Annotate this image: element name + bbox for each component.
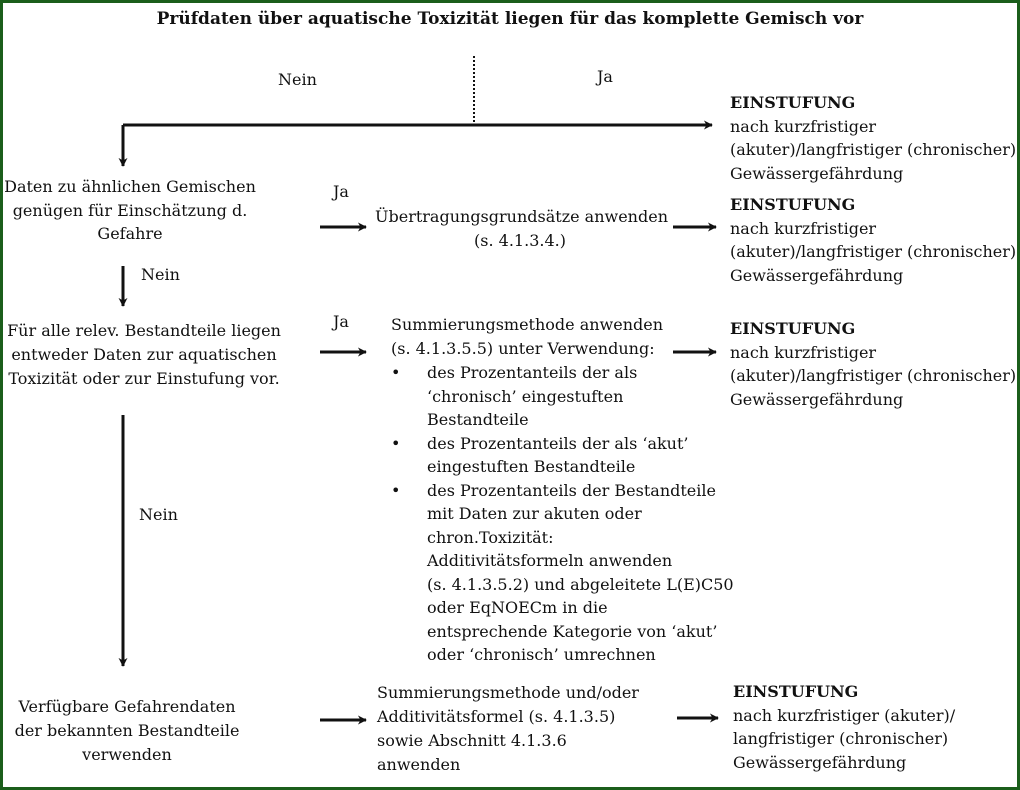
bullet-chronic-share: • des Prozentanteils der als ‘chronisch’ eingestuften Bestandteile <box>391 361 734 432</box>
summation-bullet-list <box>391 361 734 667</box>
bullet-acute-share: • des Prozentanteils der als ‘akut’ eingestuften Bestandteile <box>391 432 734 479</box>
no-label-2: Nein <box>139 505 178 524</box>
branch-label-ja-top: Ja <box>597 67 613 86</box>
yes-label-2: Ja <box>333 312 349 331</box>
outcome-classification-2: EINSTUFUNG nach kurzfristiger (akuter)/langfristiger (chronischer) Gewässergefährdung <box>730 195 1017 285</box>
outcome-classification-1: EINSTUFUNG nach kurzfristiger (akuter)/langfristiger (chronischer) Gewässergefährdung <box>730 93 1017 183</box>
outcome-classification-3: EINSTUFUNG nach kurzfristiger (akuter)/langfristiger (chronischer) Gewässergefährdung <box>730 319 1017 409</box>
no-label-1: Nein <box>141 265 180 284</box>
outcome-classification-4: EINSTUFUNG nach kurzfristiger (akuter)/ langfristiger (chronischer) Gewässergefährdung <box>733 682 956 772</box>
branch-label-nein-top: Nein <box>278 70 317 89</box>
bullet-toxicity-data-share: • des Prozentanteils der Bestandteile mit Daten zur akuten oder chron.Toxizität: Additivitätsformeln anwenden (s. 4.1.3.5.2) und abgeleitete L(E)C50 oder EqNOECm in die entsprechende Kategorie von ‘akut’ oder ‘chronisch’ umrechnen <box>391 479 734 667</box>
yes-label-1: Ja <box>333 182 349 201</box>
page-title: Prüfdaten über aquatische Toxizität liegen für das komplette Gemisch vor <box>156 9 864 29</box>
